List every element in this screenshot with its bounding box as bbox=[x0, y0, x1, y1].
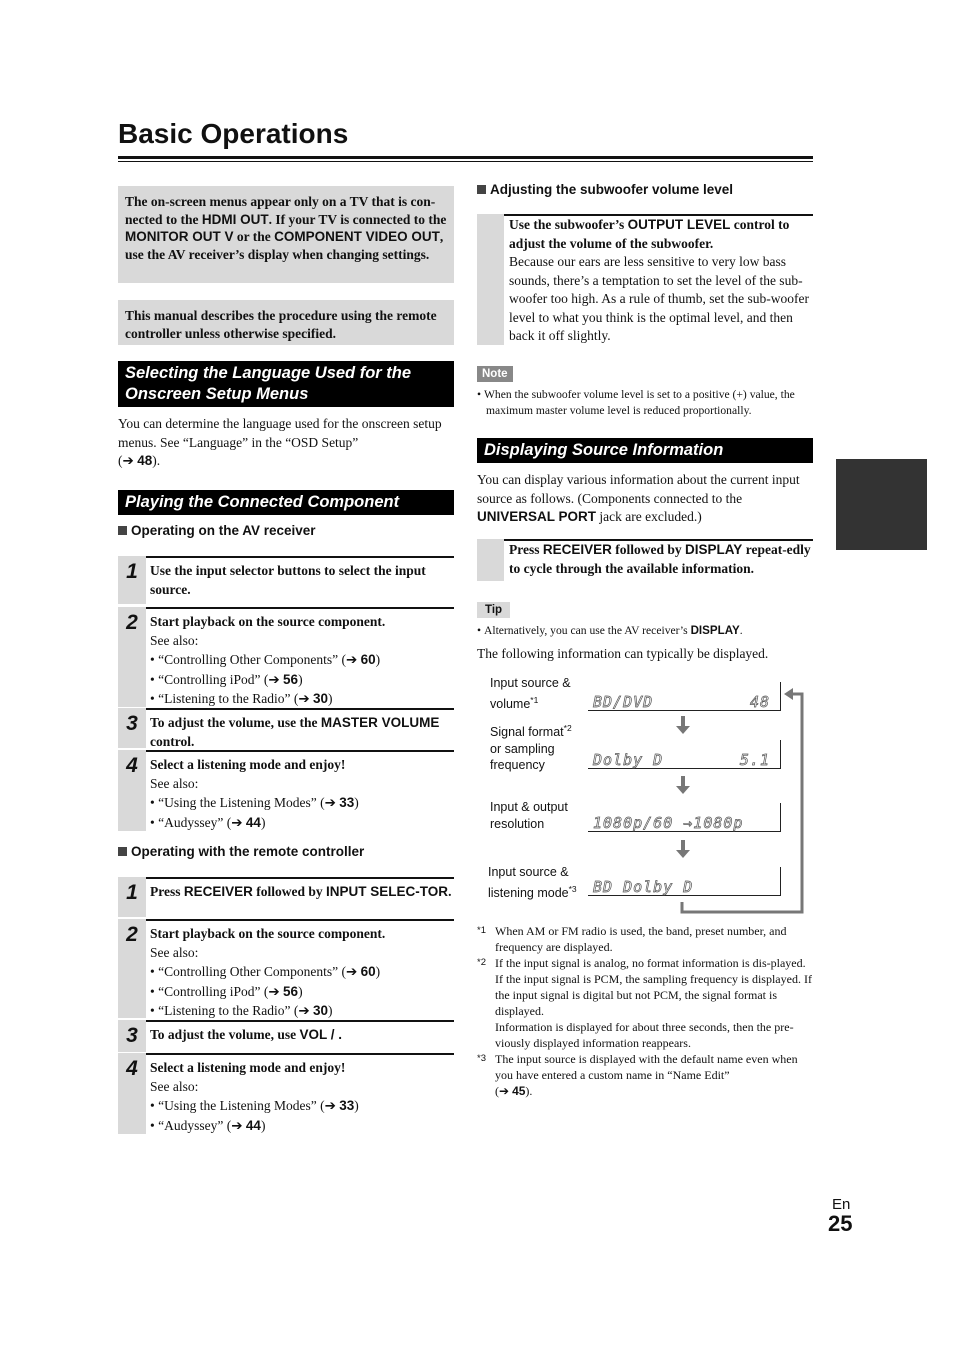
title-rule bbox=[118, 156, 813, 159]
subhead-remote: Operating with the remote controller bbox=[118, 844, 364, 859]
step-a-2: 2 Start playback on the source component. See also: • “Controlling Other Components” (➔ 60) • “Controlling iPod” (➔ 56) • “Listening to the Radio” (➔ 30) bbox=[118, 607, 454, 707]
language-body: You can determine the language used for the onscreen setup menus. See “Language” in the “OSD Setup” (➔ 48). bbox=[118, 416, 442, 468]
lcd-display-3: 1080p/60 →1080p bbox=[588, 803, 781, 832]
step-b-3: 3 To adjust the volume, use VOL / . bbox=[118, 1020, 454, 1052]
footnote-2: *2 If the input signal is analog, no format information is dis-played. If the input signal is PCM, the sampling frequency is displayed. If the input signal is digital but not PCM, the signal format is displayed. Information is displayed for about three seconds, then the pre-viously displayed information reappears. bbox=[477, 956, 812, 1050]
page-title: Basic Operations bbox=[118, 118, 349, 149]
lcd-display-2: Dolby D 5.1 bbox=[588, 740, 781, 769]
diagram-label-4: Input source & listening mode$^{*3}$ bbox=[488, 865, 577, 900]
left-arrow-icon bbox=[784, 688, 793, 700]
arrow-icon: ➔ bbox=[122, 453, 134, 468]
manual-info-box: This manual describes the procedure using the remote controller unless otherwise specified. bbox=[118, 300, 454, 345]
subhead-subwoofer: Adjusting the subwoofer volume level bbox=[477, 182, 733, 197]
diagram-label-1: Input source & volume$^{*1}$ bbox=[490, 676, 571, 711]
footnote-3: *3 The input source is displayed with the default name even when you have entered a custom name in “Name Edit” (➔ 45). bbox=[477, 1052, 798, 1098]
square-bullet-icon bbox=[118, 526, 127, 535]
loop-back-line bbox=[682, 694, 802, 912]
footnote-1: *1 When AM or FM radio is used, the band, preset number, and frequency are displayed. bbox=[477, 924, 787, 954]
following-text: The following information can typically be displayed. bbox=[477, 646, 769, 661]
note-label: Note bbox=[477, 366, 513, 382]
chapter-tab bbox=[836, 459, 927, 550]
arrow-icon: ➔ bbox=[499, 1084, 510, 1098]
diagram-arrows bbox=[670, 680, 810, 920]
page-number: 25 bbox=[828, 1211, 853, 1236]
section-bar-source-info: Displaying Source Information bbox=[477, 438, 813, 463]
step-b-1: 1 Press RECEIVER followed by INPUT SELEC-TOR. bbox=[118, 877, 454, 917]
lcd-display-1: BD/DVD 48 bbox=[588, 682, 781, 711]
step-a-4: 4 Select a listening mode and enjoy! See also: • “Using the Listening Modes” (➔ 33) • “Audyssey” (➔ 44) bbox=[118, 750, 454, 831]
square-bullet-icon bbox=[477, 185, 486, 194]
diagram-label-3: Input & output resolution bbox=[490, 800, 568, 831]
display-step: Press RECEIVER followed by DISPLAY repeat-edly to cycle through the available information. bbox=[477, 539, 813, 581]
square-bullet-icon bbox=[118, 847, 127, 856]
diagram-label-2: Signal format$^{*2}$ or sampling frequency bbox=[490, 723, 572, 773]
osd-info-box: The on-screen menus appear only on a TV that is con-nected to the HDMI OUT. If your TV is connected to the MONITOR OUT V or the COMPONENT VIDEO OUT, use the AV receiver’s display when changing settings. bbox=[118, 186, 454, 283]
section-bar-playing: Playing the Connected Component bbox=[118, 490, 454, 515]
step-b-4: 4 Select a listening mode and enjoy! See also: • “Using the Listening Modes” (➔ 33) • “Audyssey” (➔ 44) bbox=[118, 1053, 454, 1134]
lcd-display-4: BD Dolby D bbox=[588, 867, 781, 896]
step-a-3: 3 To adjust the volume, use the MASTER VOLUME control. bbox=[118, 708, 454, 748]
subwoofer-step: Use the subwoofer’s OUTPUT LEVEL control to adjust the volume of the subwoofer. Because our ears are less sensitive to very low bass sounds, there’s a temptation to set the level of the sub-woofer too high. As a rule of thumb, set the sub-woofer level to what you think is the optimal level, and then back it off slightly. bbox=[477, 214, 813, 345]
tip-block: Tip • Alternatively, you can use the AV receiver’s DISPLAY. bbox=[477, 604, 743, 637]
section-bar-language: Selecting the Language Used for the Onscreen Setup Menus bbox=[118, 361, 454, 407]
source-info-body: You can display various information about the current input source as follows. (Components connected to the UNIVERSAL PORT jack are excluded.) bbox=[477, 472, 800, 524]
note-block: Note • When the subwoofer volume level is set to a positive (+) value, the maximum master volume level is reduced proportionally. bbox=[477, 368, 795, 417]
footer-lang: En bbox=[832, 1196, 851, 1213]
step-b-2: 2 Start playback on the source component. See also: • “Controlling Other Components” (➔ 60) • “Controlling iPod” (➔ 56) • “Listening to the Radio” (➔ 30) bbox=[118, 919, 454, 1018]
step-a-1: 1 Use the input selector buttons to select the input source. bbox=[118, 556, 454, 604]
tip-label: Tip bbox=[477, 602, 510, 618]
title-rule-thin bbox=[118, 161, 813, 162]
subhead-av-receiver: Operating on the AV receiver bbox=[118, 523, 316, 538]
